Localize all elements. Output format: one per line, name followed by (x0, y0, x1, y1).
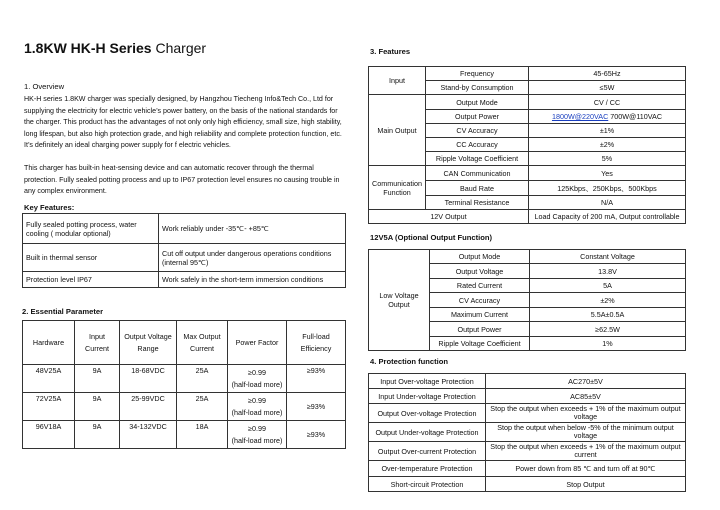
table-header-row (23, 321, 346, 365)
hardware-cell: 48V25A (23, 365, 75, 393)
feature-cell: Fully sealed potting process, water cooling ( modular optional) (23, 214, 159, 244)
column-header: Full-load Efficiency (287, 321, 346, 365)
voltage-range-cell: 18-68VDC (120, 365, 177, 393)
param-value: N/A (529, 196, 686, 210)
hardware-cell: 96V18A (23, 421, 75, 449)
feature-desc-cell: Work safely in the short-term immersion conditions (159, 272, 346, 288)
param-value: Stop the output when exceeds + 1% of the maximum output voltage (486, 404, 686, 423)
optional-output-table (368, 249, 686, 351)
param-label: Over-temperature Protection (369, 461, 486, 477)
param-label: Output Power (430, 322, 530, 337)
param-label: Baud Rate (426, 181, 529, 196)
param-label: Frequency (426, 67, 529, 81)
efficiency-cell: ≥93% (287, 365, 346, 393)
efficiency-cell: ≥93% (287, 421, 346, 449)
pf-value: ≥0.99 (248, 423, 266, 433)
column-header: Power Factor (228, 321, 287, 365)
param-label: Ripple Voltage Coefficient (430, 337, 530, 351)
column-header: Max Output Current (177, 321, 228, 365)
table-row (23, 421, 346, 449)
pf-note: (half-load more) (231, 379, 283, 389)
param-value: AC85±5V (486, 389, 686, 404)
essential-parameter-table (22, 320, 346, 449)
param-value: 45-65Hz (529, 67, 686, 81)
param-value: Constant Voltage (530, 250, 686, 264)
table-row (369, 166, 686, 181)
param-label: CAN Communication (426, 166, 529, 181)
param-label: Ripple Voltage Coefficient (426, 152, 529, 166)
essential-heading: 2. Essential Parameter (22, 307, 104, 316)
column-header: Output Voltage Range (120, 321, 177, 365)
group-label-cell: Input (369, 67, 426, 95)
param-label: CV Accuracy (426, 124, 529, 138)
param-value: 125Kbps、250Kbps、500Kbps (529, 181, 686, 196)
pf-value: ≥0.99 (248, 395, 266, 405)
param-value: ≤5W (529, 81, 686, 95)
overview-heading: 1. Overview (24, 82, 65, 91)
param-label: Output Mode (430, 250, 530, 264)
param-label: Output Mode (426, 95, 529, 110)
param-value: Stop the output when below -5% of the minimum output voltage (486, 423, 686, 442)
param-value: 5A (530, 279, 686, 293)
optional-output-heading: 12V5A (Optional Output Function) (370, 233, 493, 242)
param-value (529, 110, 686, 124)
voltage-range-cell: 34-132VDC (120, 421, 177, 449)
overview-paragraph-1: HK-H series 1.8KW charger was specially designed, by Hangzhou Tiecheng Info&Tech Co., Ltd for supplying the electricity for electric vehicle’s power battery, on the basis of the national standards for the charger. This product has the advantages of not only only high efficiency, small size, high stability, long lifespan, but also high protection grade, and high reliability and complete protection function, etc. It’s definitely an ideal charging power supply for f electric vehicles. (24, 95, 342, 149)
input-current-cell: 9A (75, 393, 120, 421)
table-row (369, 404, 686, 423)
table-row (23, 272, 346, 288)
param-value: Stop Output (486, 477, 686, 492)
power-factor-cell (228, 421, 287, 449)
protection-heading: 4. Protection function (370, 357, 449, 366)
input-current-cell: 9A (75, 421, 120, 449)
param-label: Stand-by Consumption (426, 81, 529, 95)
param-value: Yes (529, 166, 686, 181)
efficiency-cell: ≥93% (287, 393, 346, 421)
param-value: ±1% (529, 124, 686, 138)
param-value: 5% (529, 152, 686, 166)
param-value: 1% (530, 337, 686, 351)
param-value: Stop the output when exceeds + 1% of the maximum output current (486, 442, 686, 461)
page-title (24, 40, 206, 56)
voltage-range-cell: 25-99VDC (120, 393, 177, 421)
group-label-cell: Low Voltage Output (369, 250, 430, 351)
table-row (369, 442, 686, 461)
group-label-cell: Main Output (369, 95, 426, 166)
param-value: ±2% (529, 138, 686, 152)
feature-cell: Built in thermal sensor (23, 244, 159, 272)
table-row (369, 477, 686, 492)
pf-value: ≥0.99 (248, 367, 266, 377)
param-label: CV Accuracy (430, 293, 530, 308)
protection-table (368, 373, 686, 492)
param-label: Output Over-current Protection (369, 442, 486, 461)
table-row (23, 393, 346, 421)
group-label-cell: Communication Function (369, 166, 426, 210)
table-row (23, 214, 346, 244)
table-row (23, 365, 346, 393)
param-label: Output Voltage (430, 264, 530, 279)
param-value: Load Capacity of 200 mA, Output controllable (529, 210, 686, 224)
features-heading: 3. Features (370, 47, 411, 56)
column-header: Hardware (23, 321, 75, 365)
hardware-cell: 72V25A (23, 393, 75, 421)
feature-cell: Protection level IP67 (23, 272, 159, 288)
output-power-link[interactable]: 1800W@220VAC (551, 112, 609, 121)
param-value: ≥62.5W (530, 322, 686, 337)
pf-note: (half-load more) (231, 407, 283, 417)
param-label: Terminal Resistance (426, 196, 529, 210)
table-row (369, 389, 686, 404)
feature-desc-cell: Cut off output under dangerous operations conditions (internal 95℃) (159, 244, 346, 272)
power-factor-cell (228, 365, 287, 393)
feature-desc-cell: Work reliably under -35℃- +85℃ (159, 214, 346, 244)
param-label: Rated Current (430, 279, 530, 293)
table-row (369, 210, 686, 224)
table-row (369, 461, 686, 477)
param-label: Input Over-voltage Protection (369, 374, 486, 389)
param-value: ±2% (530, 293, 686, 308)
param-label: Input Under-voltage Protection (369, 389, 486, 404)
table-row (369, 423, 686, 442)
power-factor-cell (228, 393, 287, 421)
param-label: Output Power (426, 110, 529, 124)
pf-note: (half-load more) (231, 435, 283, 445)
param-value: 13.8V (530, 264, 686, 279)
table-row (369, 374, 686, 389)
title-rest: Charger (151, 40, 207, 56)
table-row (369, 250, 686, 264)
table-row (23, 244, 346, 272)
param-label: Output Over-voltage Protection (369, 404, 486, 423)
max-current-cell: 25A (177, 365, 228, 393)
overview-paragraph-2: This charger has built-in heat-sensing device and can automatic recover through the thermal protection. Fully sealed potting process and up to IP67 protection level ensures no causing trouble in any complex environment. (24, 164, 340, 195)
key-features-heading: Key Features: (24, 203, 75, 212)
param-label: CC Accuracy (426, 138, 529, 152)
param-value: CV / CC (529, 95, 686, 110)
key-features-table (22, 213, 346, 288)
param-label: Output Under-voltage Protection (369, 423, 486, 442)
param-value: Power down from 85 ℃ and turn off at 90℃ (486, 461, 686, 477)
output-power-rest: 700W@110VAC (608, 112, 663, 121)
table-row (369, 67, 686, 81)
max-current-cell: 18A (177, 421, 228, 449)
table-row (369, 95, 686, 110)
column-header: Input Current (75, 321, 120, 365)
features-table (368, 66, 686, 224)
param-label: Maximum Current (430, 308, 530, 322)
title-bold: 1.8KW HK-H Series (24, 40, 152, 56)
max-current-cell: 25A (177, 393, 228, 421)
param-value: AC270±5V (486, 374, 686, 389)
param-label: 12V Output (369, 210, 529, 224)
param-value: 5.5A±0.5A (530, 308, 686, 322)
input-current-cell: 9A (75, 365, 120, 393)
param-label: Short-circuit Protection (369, 477, 486, 492)
